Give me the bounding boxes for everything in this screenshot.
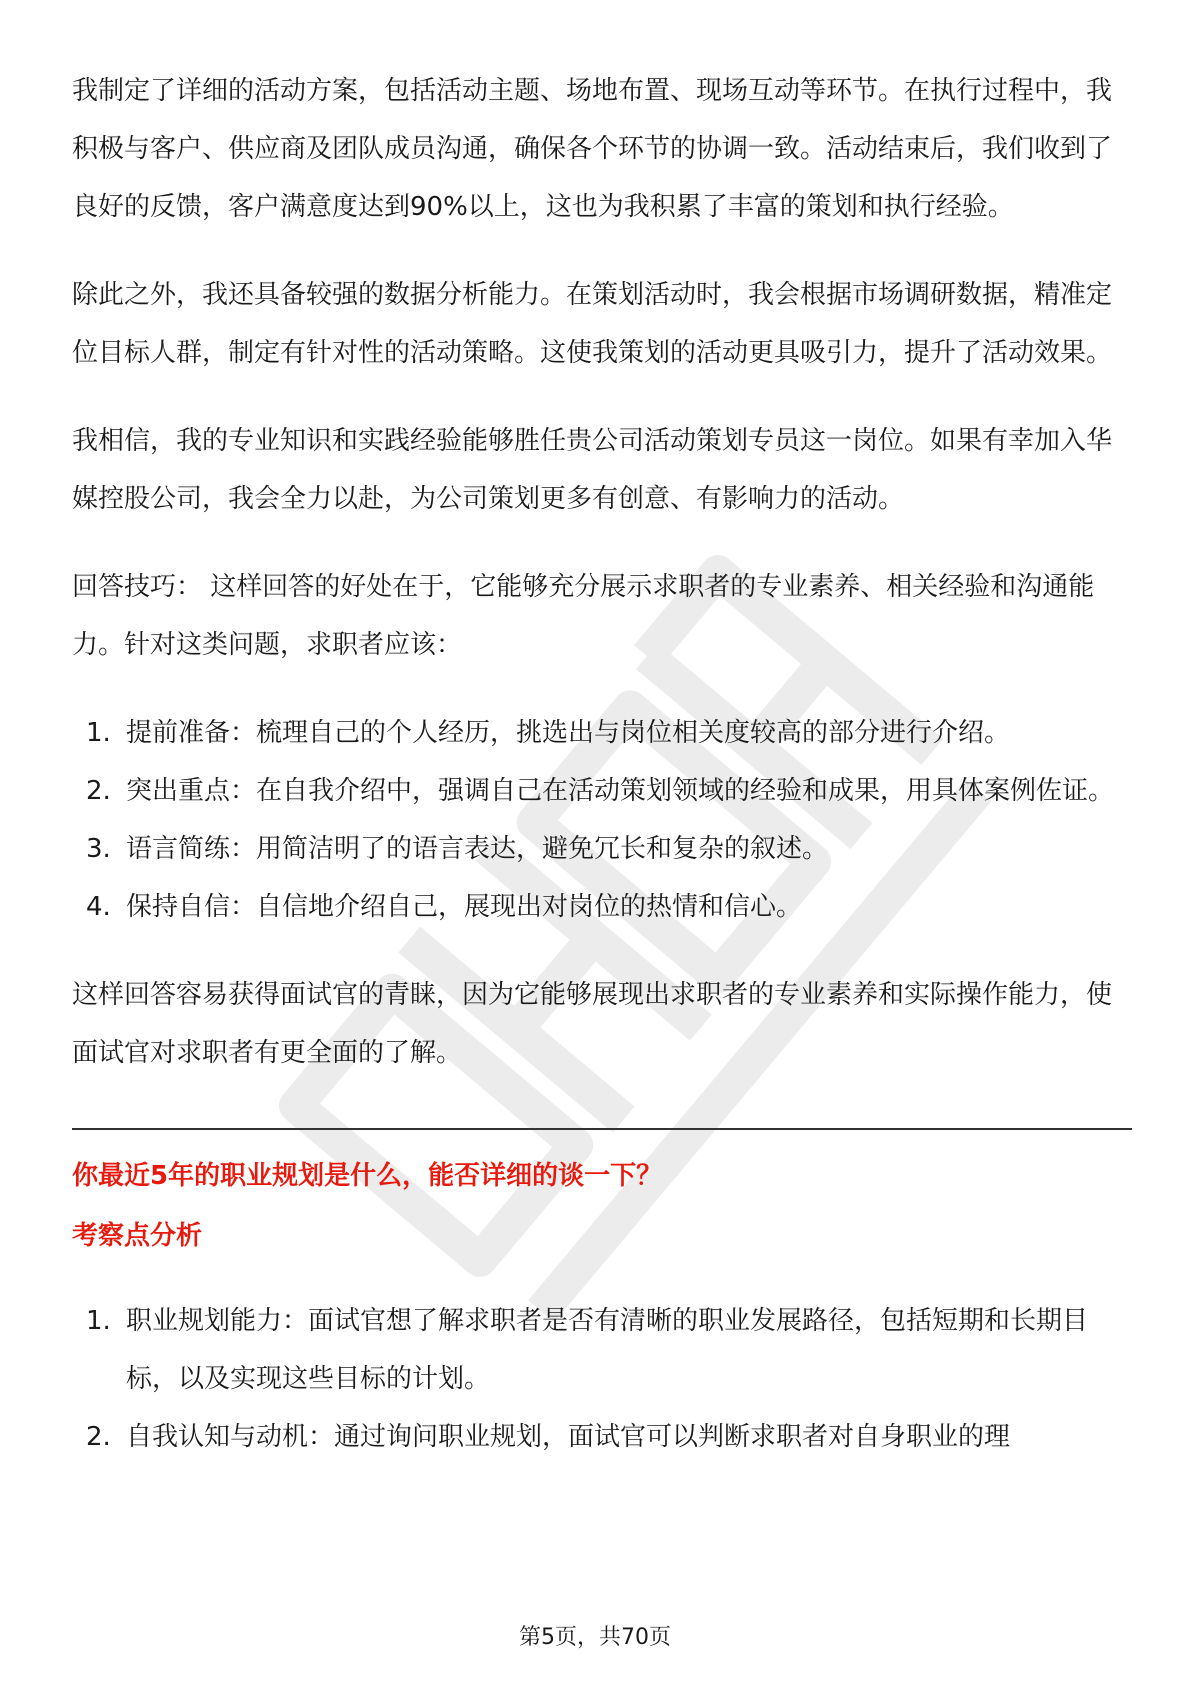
- question-title: 你最近5年的职业规划是什么，能否详细的谈一下？: [72, 1161, 663, 1191]
- list-item-text: 语言简练：用简洁明了的语言表达，避免冗长和复杂的叙述。: [126, 834, 829, 864]
- paragraph-confidence: 我相信，我的专业知识和实践经验能够胜任贵公司活动策划专员这一岗位。如果有幸加入华媒控股公司，我会全力以赴，为公司策划更多有创意、有影响力的活动。: [72, 426, 1113, 514]
- list-item: [72, 704, 1132, 762]
- list-item: [72, 762, 1132, 820]
- list-item: [72, 1292, 1132, 1408]
- list-item-number: 2.: [86, 776, 111, 806]
- list-item: [72, 1408, 1132, 1466]
- analysis-heading: 考察点分析: [72, 1221, 203, 1251]
- tips-list: [72, 704, 1132, 936]
- paragraph-activity-plan: 我制定了详细的活动方案，包括活动主题、场地布置、现场互动等环节。在执行过程中，我积极与客户、供应商及团队成员沟通，确保各个环节的协调一致。活动结束后，我们收到了良好的反馈，客户满意度达到90%以上，这也为我积累了丰富的策划和执行经验。: [72, 76, 1113, 222]
- list-item-number: 4.: [86, 892, 111, 922]
- list-item-text: 自我认知与动机：通过询问职业规划，面试官可以判断求职者对自身职业的理: [126, 1422, 1011, 1452]
- list-item-text: 提前准备：梳理自己的个人经历，挑选出与岗位相关度较高的部分进行介绍。: [126, 718, 1011, 748]
- list-item: [72, 820, 1132, 878]
- section-divider: [72, 1128, 1132, 1130]
- paragraph-conclusion: 这样回答容易获得面试官的青睐，因为它能够展现出求职者的专业素养和实际操作能力，使面试官对求职者有更全面的了解。: [72, 980, 1113, 1068]
- list-item-number: 2.: [86, 1422, 111, 1452]
- page-number: 第5页，共70页: [519, 1625, 671, 1650]
- list-item-text: 职业规划能力：面试官想了解求职者是否有清晰的职业发展路径，包括短期和长期目标，以及实现这些目标的计划。: [126, 1306, 1089, 1394]
- analysis-points-list: [72, 1292, 1132, 1466]
- list-item: [72, 878, 1132, 936]
- paragraph-answer-tips: 回答技巧： 这样回答的好处在于，它能够充分展示求职者的专业素养、相关经验和沟通能力。针对这类问题，求职者应该：: [72, 572, 1095, 660]
- list-item-number: 3.: [86, 834, 111, 864]
- page-content: [72, 62, 1132, 1466]
- list-item-text: 突出重点：在自我介绍中，强调自己在活动策划领域的经验和成果，用具体案例佐证。: [126, 776, 1115, 806]
- list-item-number: 1.: [86, 1306, 111, 1336]
- paragraph-data-analysis: 除此之外，我还具备较强的数据分析能力。在策划活动时，我会根据市场调研数据，精准定位目标人群，制定有针对性的活动策略。这使我策划的活动更具吸引力，提升了活动效果。: [72, 280, 1113, 368]
- list-item-text: 保持自信：自信地介绍自己，展现出对岗位的热情和信心。: [126, 892, 803, 922]
- list-item-number: 1.: [86, 718, 111, 748]
